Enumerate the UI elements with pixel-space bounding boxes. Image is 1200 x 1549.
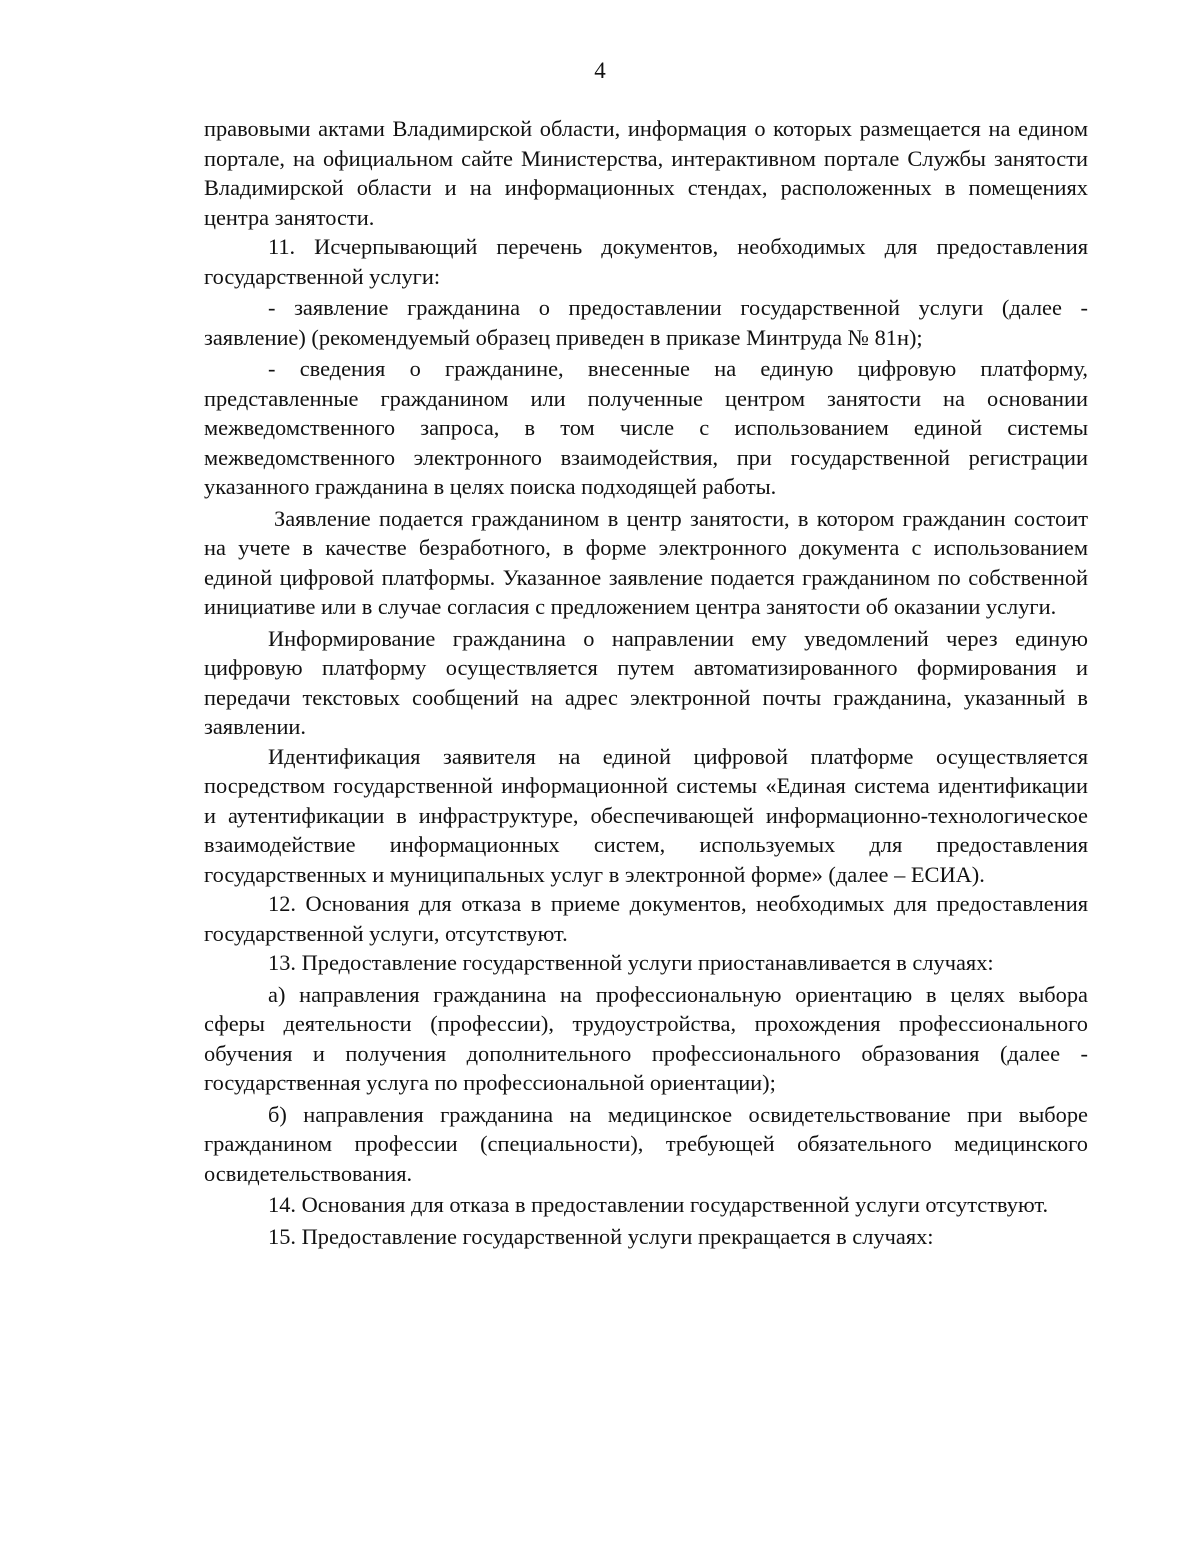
- paragraph-item-14: 14. Основания для отказа в предоставлении государственной услуги отсутствуют.: [268, 1192, 1049, 1217]
- paragraph-identification: Идентификация заявителя на единой цифровой платформе осуществляется посредством государственной информационной системы «Единая система идентификации и аутентификации в инфраструктуре, обеспечивающей информационно-технологическое взаимодействие информационных систем, используемых для предоставления государственных и муниципальных услуг в электронной форме» (далее – ЕСИА).: [204, 743, 1088, 887]
- paragraph-item-11: 11. Исчерпывающий перечень документов, необходимых для предоставления государственной услуги:: [204, 234, 1088, 289]
- paragraph-list-item-application: - заявление гражданина о предоставлении государственной услуги (далее - заявление) (рекомендуемый образец приведен в приказе Минтруда № 81н);: [204, 295, 1088, 350]
- paragraph-application-submission: Заявление подается гражданином в центр занятости, в котором гражданин состоит на учете в качестве безработного, в форме электронного документа с использованием единой цифровой платформы. Указанное заявление подается гражданином по собственной инициативе или в случае согласия с предложением центра занятости об оказании услуги.: [204, 505, 1088, 619]
- paragraph-continuation: правовыми актами Владимирской области, информация о которых размещается на едином портале, на официальном сайте Министерства, интерактивном портале Службы занятости Владимирской области и на информационных стендах, расположенных в помещениях центра занятости.: [204, 116, 1088, 230]
- paragraph-list-item-citizen-info: - сведения о гражданине, внесенные на единую цифровую платформу, представленные гражданином или полученные центром занятости на основании межведомственного запроса, в том числе с использованием единой системы межведомственного электронного взаимодействия, при государственной регистрации указанного гражданина в целях поиска подходящей работы.: [204, 356, 1088, 499]
- paragraph-item-13: 13. Предоставление государственной услуги приостанавливается в случаях:: [268, 950, 994, 975]
- paragraph-subitem-b: б) направления гражданина на медицинское освидетельствование при выборе гражданином профессии (специальности), требующей обязательного медицинского освидетельствования.: [204, 1101, 1088, 1186]
- paragraph-item-15: 15. Предоставление государственной услуги прекращается в случаях:: [268, 1223, 934, 1249]
- document-body: [204, 114, 1088, 1251]
- paragraph-notification: Информирование гражданина о направлении ему уведомлений через единую цифровую платформу осуществляется путем автоматизированного формирования и передачи текстовых сообщений на адрес электронной почты гражданина, указанный в заявлении.: [204, 625, 1088, 739]
- paragraph-subitem-a: а) направления гражданина на профессиональную ориентацию в целях выбора сферы деятельности (профессии), трудоустройства, прохождения профессионального обучения и получения дополнительного профессионального образования (далее - государственная услуга по профессиональной ориентации);: [204, 981, 1088, 1095]
- page-number: 4: [594, 58, 606, 83]
- paragraph-item-12: 12. Основания для отказа в приеме документов, необходимых для предоставления государственной услуги, отсутствуют.: [204, 891, 1088, 946]
